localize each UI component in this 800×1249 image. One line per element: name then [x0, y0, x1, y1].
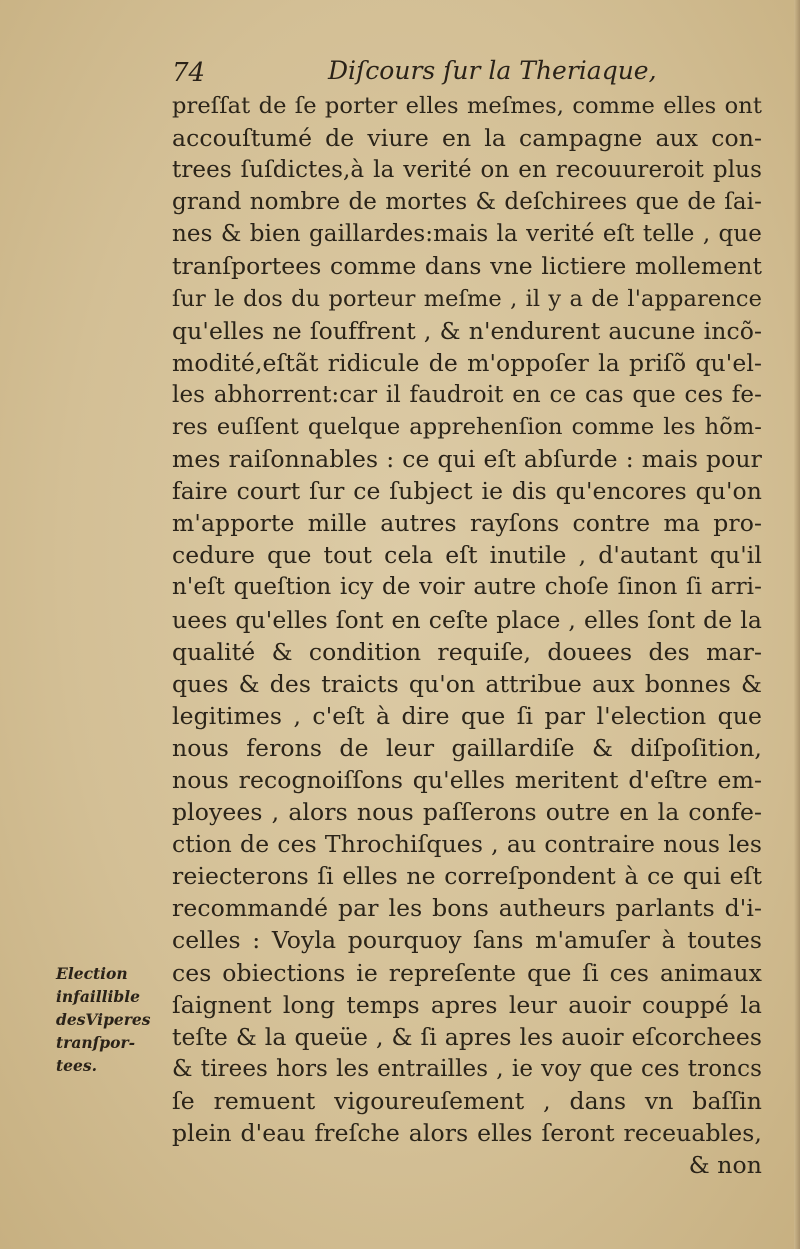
margin-note-line: desViperes — [56, 1010, 151, 1029]
text-line: nous ferons de leur gaillardiſe & diſpoſition, — [172, 733, 762, 762]
text-line: cedure que tout cela eſt inutile , d'autant qu'il — [172, 541, 762, 570]
page-edge — [794, 0, 800, 1249]
text-line: mes raiſonnables : ce qui eſt abſurde : mais pour — [172, 445, 762, 474]
text-line: recommandé par les bons autheurs parlants d'i- — [172, 894, 762, 923]
margin-note — [56, 962, 160, 1077]
text-line: teſte & la queüe , & ſi apres les auoir eſcorchees — [172, 1022, 762, 1051]
text-line: ction de ces Throchiſques , au contraire nous les — [172, 830, 762, 859]
text-line: ſe remuent vigoureuſement , dans vn baſſin — [172, 1086, 762, 1115]
body-text — [172, 90, 762, 1181]
text-line: ſur le dos du porteur meſme , il y a de l'apparence — [172, 285, 762, 312]
text-line: plein d'eau freſche alors elles ſeront receuables, — [172, 1119, 762, 1147]
margin-note-line: tees. — [56, 1056, 98, 1075]
text-line: & tirees hors les entrailles , ie voy que ces troncs — [172, 1055, 762, 1082]
text-line: grand nombre de mortes & deſchirees que de ſai- — [172, 189, 762, 216]
text-line: modité,eſtãt ridicule de m'oppoſer la priſõ qu'el- — [172, 348, 762, 377]
margin-note-line: tranſpor- — [56, 1033, 136, 1052]
text-line: qu'elles ne ſouffrent , & n'endurent aucune incõ- — [172, 316, 762, 345]
text-line: faire court ſur ce ſubject ie dis qu'encores qu'on — [172, 477, 762, 506]
text-line: ſaignent long temps apres leur auoir couppé la — [172, 990, 762, 1019]
text-line: m'apporte mille autres rayſons contre ma pro- — [172, 509, 762, 538]
text-line: nes & bien gaillardes:mais la verité eſt telle , que — [172, 221, 762, 248]
text-line: ques & des traicts qu'on attribue aux bonnes & — [172, 669, 762, 698]
text-line: legitimes , c'eſt à dire que ſi par l'election que — [172, 701, 762, 730]
text-line: trees ſuſdictes,à la verité on en recouureroit plus — [172, 157, 762, 184]
text-line: uees qu'elles ſont en ceſte place , elles ſont de la — [172, 605, 762, 634]
text-line: qualité & condition requiſe, douees des mar- — [172, 637, 762, 666]
text-line: reiecterons ſi elles ne correſpondent à ce qui eſt — [172, 862, 762, 891]
text-line: ces obiections ie repreſente que ſi ces animaux — [172, 958, 762, 987]
page-header — [172, 48, 692, 88]
text-line: accouſtumé de viure en la campagne aux con- — [172, 124, 762, 153]
text-line: tranſportees comme dans vne lictiere mollement — [172, 252, 762, 281]
text-line: n'eſt queſtion icy de voir autre choſe ſinon ſi arri- — [172, 574, 762, 601]
text-line: res euſſent quelque apprehenſion comme les hõm- — [172, 413, 762, 440]
catchword: & non — [688, 1151, 762, 1180]
margin-note-line: Election — [56, 964, 128, 983]
margin-note-line: infaillible — [56, 987, 141, 1006]
text-line: nous recognoiſſons qu'elles meritent d'eſtre em- — [172, 765, 762, 794]
text-line: preſſat de ſe porter elles meſmes, comme elles ont — [172, 93, 762, 119]
text-line: celles : Voyla pourquoy ſans m'amuſer à toutes — [172, 926, 762, 955]
text-line: ployees , alors nous paſſerons outre en la confe- — [172, 798, 762, 827]
page-number: 74 — [172, 58, 206, 88]
text-line: les abhorrent:car il faudroit en ce cas que ces fe- — [172, 381, 762, 408]
running-head: Diſcours ſur la Theriaque, — [328, 56, 657, 85]
